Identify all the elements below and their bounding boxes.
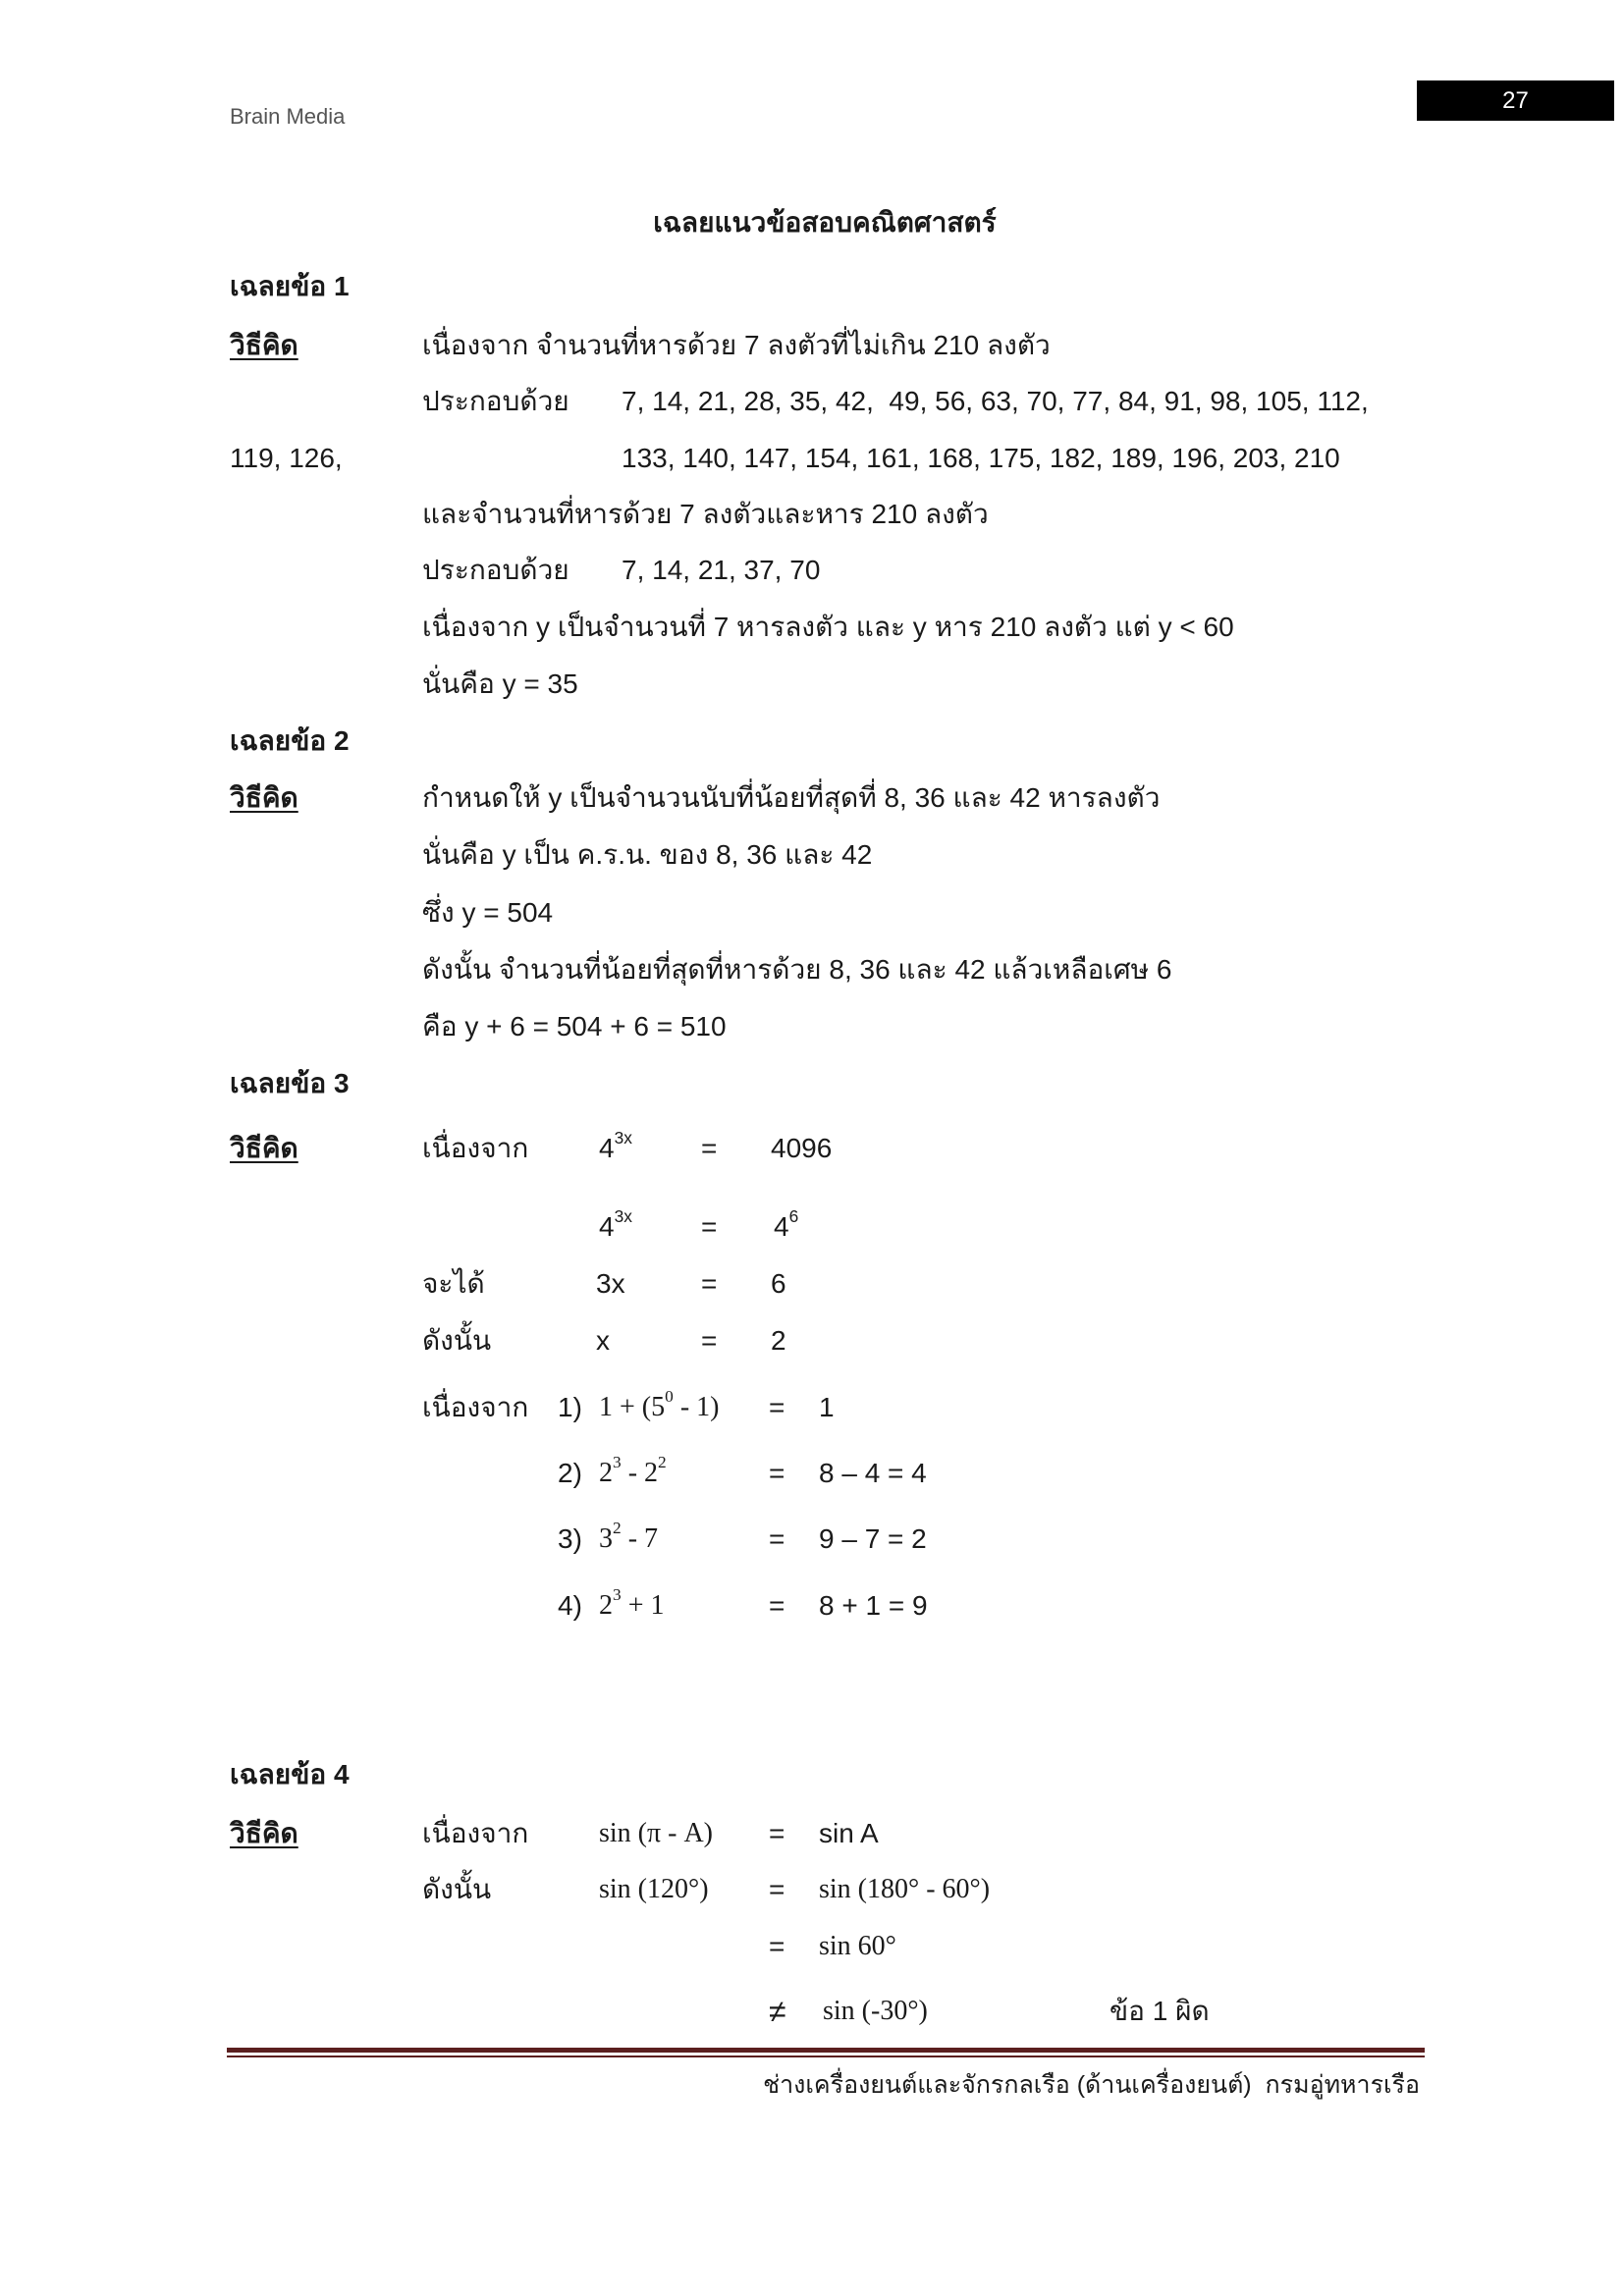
- q4-row1-rhs: sin A: [819, 1818, 879, 1848]
- q2-line: กำหนดให้ y เป็นจำนวนนับที่น้อยที่สุดที่ 8, 36 และ 42 หารลงตัว: [422, 782, 1161, 813]
- q3-eq1-lhs: [599, 1129, 632, 1168]
- q1-method-label: วิธีคิด: [230, 330, 298, 360]
- expr-exponent: 2: [658, 1453, 667, 1472]
- q4-row3-rhs: sin 60°: [819, 1931, 896, 1961]
- expr-part: 3: [599, 1523, 613, 1554]
- q3-since-label: เนื่องจาก: [422, 1133, 529, 1163]
- q3-eq2-rhs: [774, 1207, 798, 1247]
- footer-rule: [227, 2048, 1425, 2057]
- option-result: 8 – 4 = 4: [819, 1458, 927, 1488]
- q3-eq1-rhs: 4096: [771, 1133, 833, 1163]
- q4-row4-note: ข้อ 1 ผิด: [1110, 1996, 1210, 2026]
- expr-exponent: 0: [665, 1387, 674, 1407]
- page-number: 27: [1502, 86, 1529, 114]
- q4-since-label: เนื่องจาก: [422, 1818, 529, 1848]
- option-expression: [599, 1520, 658, 1559]
- expr-part: - 7: [621, 1523, 659, 1554]
- q3-get-sign: =: [701, 1268, 718, 1299]
- q3-so-rhs: 2: [771, 1325, 786, 1356]
- power-exponent: 3x: [614, 1206, 632, 1227]
- option-number: 1): [558, 1392, 582, 1422]
- q3-so-label: ดังนั้น: [422, 1325, 492, 1356]
- q3-get-label: จะได้: [422, 1268, 485, 1299]
- q4-row1-sign: =: [769, 1818, 785, 1848]
- q2-heading: เฉลยข้อ 2: [230, 725, 350, 756]
- q4-method-label: วิธีคิด: [230, 1818, 298, 1848]
- option-number: 3): [558, 1523, 582, 1554]
- q4-row2-lhs: sin (120°): [599, 1874, 709, 1904]
- footer-text: ช่างเครื่องยนต์และจักรกลเรือ (ด้านเครื่องยนต์) กรมอู่ทหารเรือ: [763, 2071, 1420, 2099]
- q2-line: ดังนั้น จำนวนที่น้อยที่สุดที่หารด้วย 8, 36 และ 42 แล้วเหลือเศษ 6: [422, 954, 1172, 985]
- q1-intro: เนื่องจาก จำนวนที่หารด้วย 7 ลงตัวที่ไม่เกิน 210 ลงตัว: [422, 330, 1051, 360]
- expr-part: 1 + (5: [599, 1392, 666, 1422]
- document-title: เฉลยแนวข้อสอบคณิตศาสตร์: [653, 207, 997, 238]
- expr-part: + 1: [621, 1590, 665, 1621]
- power-base: 4: [774, 1211, 789, 1242]
- q3-method-label: วิธีคิด: [230, 1133, 298, 1163]
- q1-conclusion: นั่นคือ y = 35: [422, 668, 578, 699]
- expr-part: 2: [599, 1590, 613, 1621]
- expr-part: 2: [599, 1458, 613, 1488]
- q1-multiples-wrap: 119, 126,: [230, 443, 343, 473]
- q3-eq1-sign: =: [701, 1133, 718, 1163]
- q3-eq2-lhs: [599, 1207, 632, 1247]
- q3-heading: เฉลยข้อ 3: [230, 1068, 350, 1098]
- q4-row2-sign: =: [769, 1874, 785, 1904]
- expr-part: - 2: [621, 1458, 659, 1488]
- option-expression: [599, 1454, 667, 1493]
- q2-line: นั่นคือ y เป็น ค.ร.น. ของ 8, 36 และ 42: [422, 839, 873, 870]
- expr-exponent: 3: [613, 1585, 622, 1605]
- option-equals: =: [769, 1590, 785, 1621]
- q3-options-label: เนื่องจาก: [422, 1392, 529, 1422]
- option-equals: =: [769, 1523, 785, 1554]
- q3-get-rhs: 6: [771, 1268, 786, 1299]
- expr-exponent: 2: [613, 1519, 622, 1538]
- option-result: 8 + 1 = 9: [819, 1590, 928, 1621]
- q1-since: เนื่องจาก y เป็นจำนวนที่ 7 หารลงตัว และ y หาร 210 ลงตัว แต่ y < 60: [422, 612, 1234, 642]
- publisher-brand: Brain Media: [230, 104, 346, 129]
- option-expression: [599, 1586, 664, 1626]
- option-result: 9 – 7 = 2: [819, 1523, 927, 1554]
- power-base: 4: [599, 1211, 615, 1242]
- q3-so-sign: =: [701, 1325, 718, 1356]
- q2-method-label: วิธีคิด: [230, 782, 298, 813]
- q4-row1-lhs: sin (π - A): [599, 1818, 714, 1848]
- q1-heading: เฉลยข้อ 1: [230, 271, 350, 301]
- expr-part: - 1): [673, 1392, 720, 1422]
- q2-line: ซึ่ง y = 504: [422, 897, 554, 928]
- power-exponent: 3x: [614, 1128, 632, 1148]
- expr-exponent: 3: [613, 1453, 622, 1472]
- q3-so-lhs: x: [596, 1325, 610, 1356]
- q3-get-lhs: 3x: [596, 1268, 625, 1299]
- option-result: 1: [819, 1392, 835, 1422]
- option-equals: =: [769, 1392, 785, 1422]
- q1-common: 7, 14, 21, 37, 70: [622, 555, 821, 585]
- q4-row3-sign: =: [769, 1931, 785, 1961]
- q1-consists-label: ประกอบด้วย: [422, 386, 569, 416]
- q1-multiples-line1: 7, 14, 21, 28, 35, 42, 49, 56, 63, 70, 77, 84, 91, 98, 105, 112,: [622, 386, 1369, 416]
- page-number-badge: [1417, 80, 1614, 121]
- q4-row4-rhs: sin (-30°): [823, 1996, 928, 2026]
- q1-multiples-line2: 133, 140, 147, 154, 161, 168, 175, 182, 189, 196, 203, 210: [622, 443, 1340, 473]
- option-expression: [599, 1388, 719, 1427]
- q4-so-label: ดังนั้น: [422, 1874, 492, 1904]
- q1-also: และจำนวนที่หารด้วย 7 ลงตัวและหาร 210 ลงตัว: [422, 499, 989, 529]
- q4-row2-rhs: sin (180° - 60°): [819, 1874, 991, 1904]
- q1-consists-label-2: ประกอบด้วย: [422, 555, 569, 585]
- q2-line: คือ y + 6 = 504 + 6 = 510: [422, 1011, 727, 1041]
- option-equals: =: [769, 1458, 785, 1488]
- power-exponent: 6: [788, 1206, 799, 1227]
- power-base: 4: [599, 1133, 615, 1163]
- option-number: 2): [558, 1458, 582, 1488]
- q4-heading: เฉลยข้อ 4: [230, 1759, 350, 1789]
- option-number: 4): [558, 1590, 582, 1621]
- q4-row4-sign: ≠: [769, 1994, 786, 2029]
- q3-eq2-sign: =: [701, 1211, 718, 1242]
